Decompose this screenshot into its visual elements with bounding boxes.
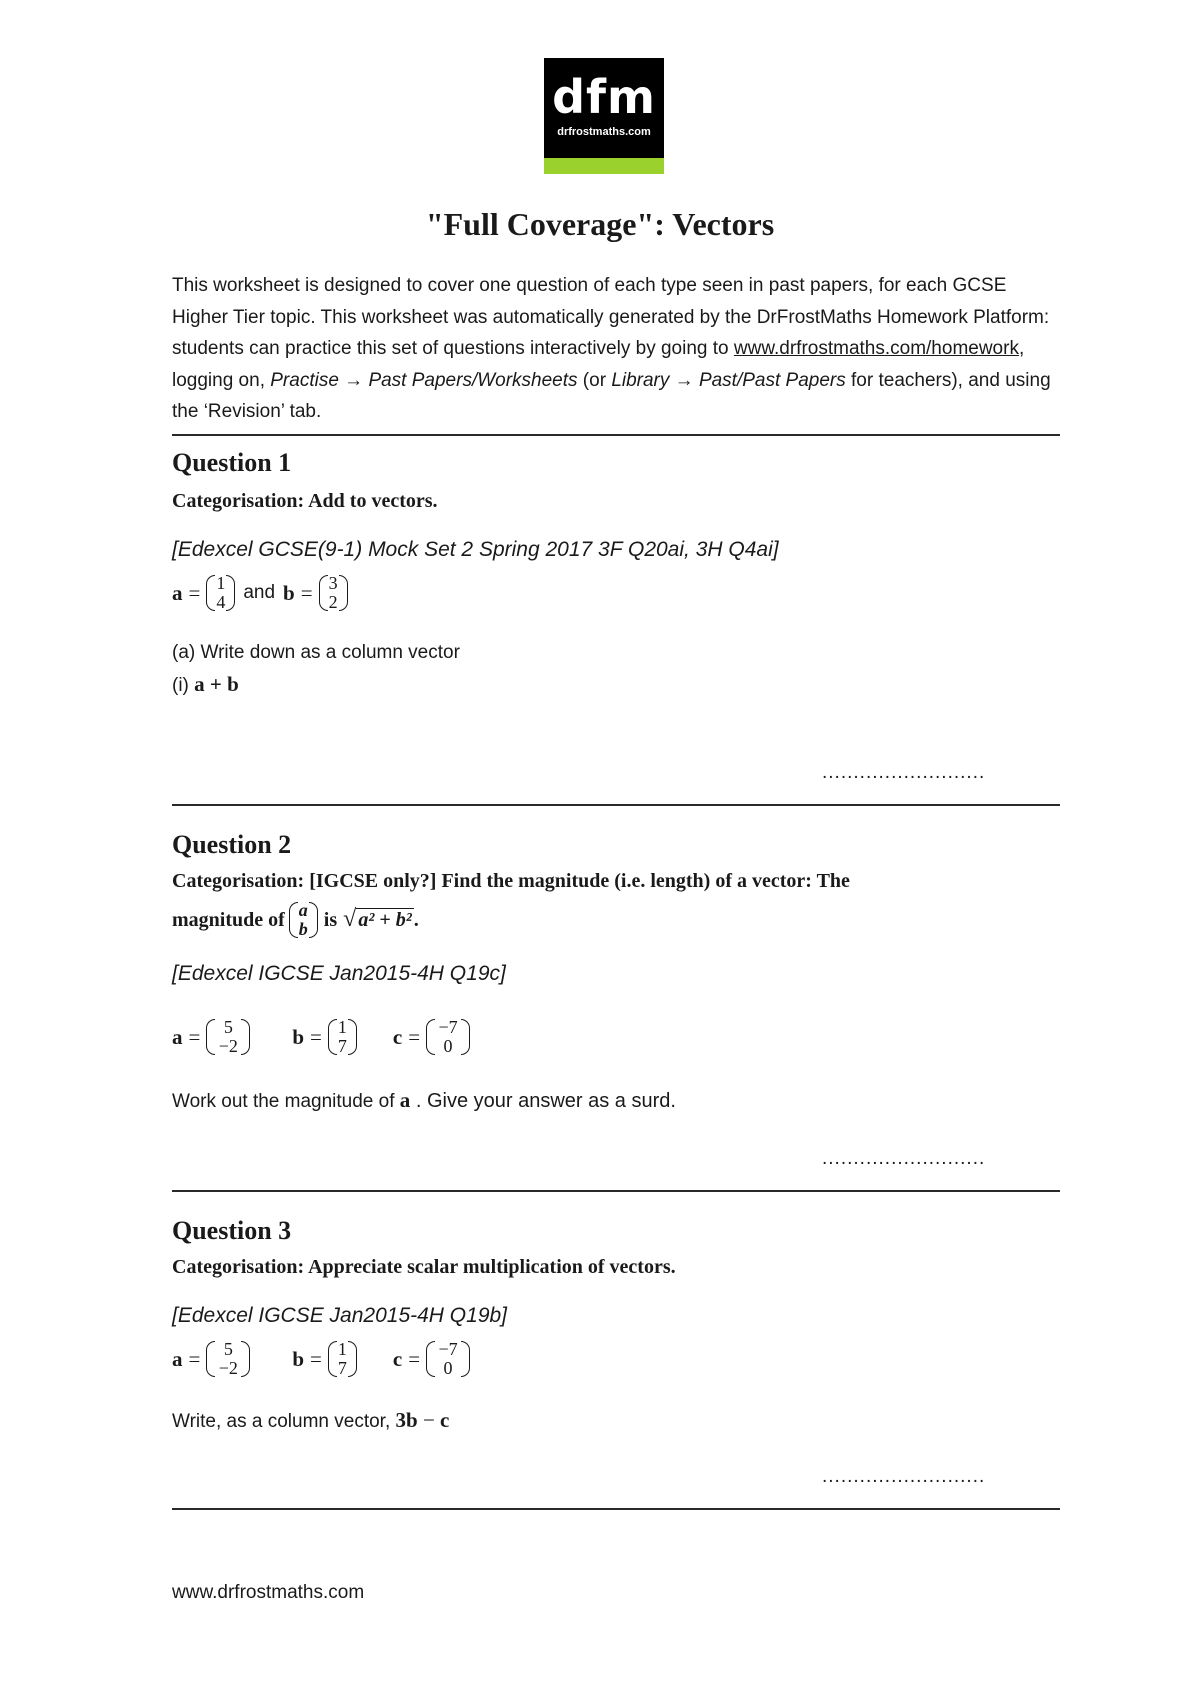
question-1-source: [Edexcel GCSE(9-1) Mock Set 2 Spring 2017 3F Q20ai, 3H Q4ai] (172, 538, 779, 561)
question-1-heading: Question 1 (172, 448, 292, 477)
vector-b-column (328, 1340, 357, 1378)
vector-b-column (328, 1018, 357, 1056)
generic-vector (289, 901, 318, 939)
instruction-text: Write, as a column vector, (172, 1411, 396, 1432)
homework-link[interactable]: www.drfrostmaths.com/homework (733, 338, 1019, 359)
vector-c-bottom: 0 (443, 1358, 453, 1378)
question-1-categorisation: Categorisation: Add to vectors. (172, 490, 438, 512)
square-root-expression (343, 900, 414, 939)
equals-sign: = (188, 580, 201, 605)
question-3-vectors (172, 1340, 470, 1378)
question-3-source: [Edexcel IGCSE Jan2015-4H Q19b] (172, 1304, 508, 1327)
vector-a-column (206, 1018, 250, 1056)
equals-sign: = (408, 1024, 421, 1049)
divider (172, 804, 1060, 806)
is-word: is (323, 908, 338, 931)
vector-a-label: a (172, 1024, 183, 1049)
equals-sign: = (310, 1346, 322, 1371)
equals-sign: = (408, 1346, 421, 1371)
radicand: a² + b² (358, 909, 412, 931)
vector-b-label: b (292, 1346, 305, 1371)
question-3-heading: Question 3 (172, 1216, 292, 1245)
question-1-part-i (172, 672, 239, 697)
vector-b-label: b (283, 580, 295, 605)
dfm-logo (544, 58, 664, 174)
vector-c-column (426, 1018, 470, 1056)
vector-c-column (426, 1340, 470, 1378)
vector-c-label: c (392, 1346, 403, 1371)
vector-b-top: 1 (337, 1017, 347, 1037)
generic-vector-top: a (298, 899, 308, 920)
equals-sign: = (188, 1346, 201, 1371)
intro-text-1: This worksheet is designed to cover one question of each type seen in past papers, for each GCSE Higher Tier topic. This worksheet was automatically generated by the DrFrostMaths Homework Platform: students can practice this set of questions interactively by going to (172, 275, 1050, 359)
intro-text-2: , logging on, (172, 338, 1025, 391)
categorisation-line-1: Categorisation: [IGCSE only?] Find the magnitude (i.e. length) of a vector: The (172, 870, 850, 892)
vector-c-bottom: 0 (443, 1036, 453, 1056)
vector-b-top: 3 (328, 573, 338, 593)
intro-paragraph (172, 270, 1052, 428)
vector-b-bottom: 2 (328, 592, 338, 612)
intro-text-4: for teachers), and using the ‘Revision’ tab. (172, 369, 1051, 422)
magnitude-of-text: magnitude of (172, 908, 285, 931)
logo-green-bar (544, 158, 664, 174)
radical-icon: √ (343, 906, 357, 932)
vector-b-bottom: 7 (337, 1358, 347, 1378)
logo-site: drfrostmaths.com (557, 126, 651, 138)
vector-a-label: a (172, 580, 183, 605)
answer-line[interactable]: .......................... (822, 1148, 986, 1169)
question-2-vectors (172, 1018, 470, 1056)
page-title: "Full Coverage": Vectors (425, 206, 775, 242)
instruction-text-2: . Give your answer as a surd. (410, 1090, 676, 1112)
expression-minus: − (417, 1408, 441, 1432)
vector-a-column (206, 574, 235, 612)
vector-a-bottom: −2 (218, 1036, 238, 1056)
vector-c-label: c (392, 1024, 403, 1049)
footer-url[interactable]: www.drfrostmaths.com (172, 1582, 365, 1603)
categorisation-line-2 (172, 900, 1052, 939)
divider (172, 1508, 1060, 1510)
vector-a-label: a (172, 1346, 183, 1371)
vector-a-bottom: 4 (216, 592, 226, 612)
equals-sign: = (310, 1024, 322, 1049)
expression-c: c (440, 1408, 450, 1432)
question-2-instruction (172, 1088, 676, 1113)
answer-line[interactable]: .......................... (822, 1466, 986, 1487)
divider (172, 434, 1060, 436)
divider (172, 1190, 1060, 1192)
vector-b-column (319, 574, 348, 612)
intro-library-path: Library → Past/Past Papers (611, 369, 846, 391)
vector-a-top: 5 (223, 1017, 233, 1037)
instruction-variable: a (399, 1088, 411, 1112)
and-word: and (243, 582, 276, 603)
vector-b-label: b (292, 1024, 305, 1049)
vector-c-top: −7 (438, 1339, 458, 1359)
vector-a-column (206, 1340, 250, 1378)
intro-practise-path: Practise → Past Papers/Worksheets (270, 369, 578, 391)
instruction-text-1: Work out the magnitude of (172, 1091, 400, 1112)
question-1-vectors (172, 574, 348, 612)
expression-coefficient: 3 (395, 1408, 407, 1432)
vector-a-top: 5 (223, 1339, 233, 1359)
intro-text-3: (or (577, 369, 612, 391)
question-1-part-a: (a) Write down as a column vector (172, 642, 460, 663)
question-2-heading: Question 2 (172, 830, 292, 859)
vector-c-top: −7 (438, 1017, 458, 1037)
equals-sign: = (300, 580, 313, 605)
question-3-instruction (172, 1408, 449, 1433)
expression-b: b (406, 1408, 418, 1432)
part-i-expression: a + b (194, 672, 239, 696)
part-i-prefix: (i) (172, 675, 195, 696)
period: . (413, 908, 419, 931)
generic-vector-bottom: b (298, 918, 308, 939)
question-3-categorisation: Categorisation: Appreciate scalar multiplication of vectors. (172, 1256, 676, 1278)
vector-b-bottom: 7 (337, 1036, 347, 1056)
vector-b-top: 1 (337, 1339, 347, 1359)
question-2-categorisation (172, 862, 1052, 939)
equals-sign: = (188, 1024, 201, 1049)
answer-line[interactable]: .......................... (822, 762, 986, 783)
vector-a-bottom: −2 (218, 1358, 238, 1378)
logo-mark: dfm (552, 70, 656, 124)
vector-a-top: 1 (216, 573, 226, 593)
question-2-source: [Edexcel IGCSE Jan2015-4H Q19c] (172, 962, 506, 985)
